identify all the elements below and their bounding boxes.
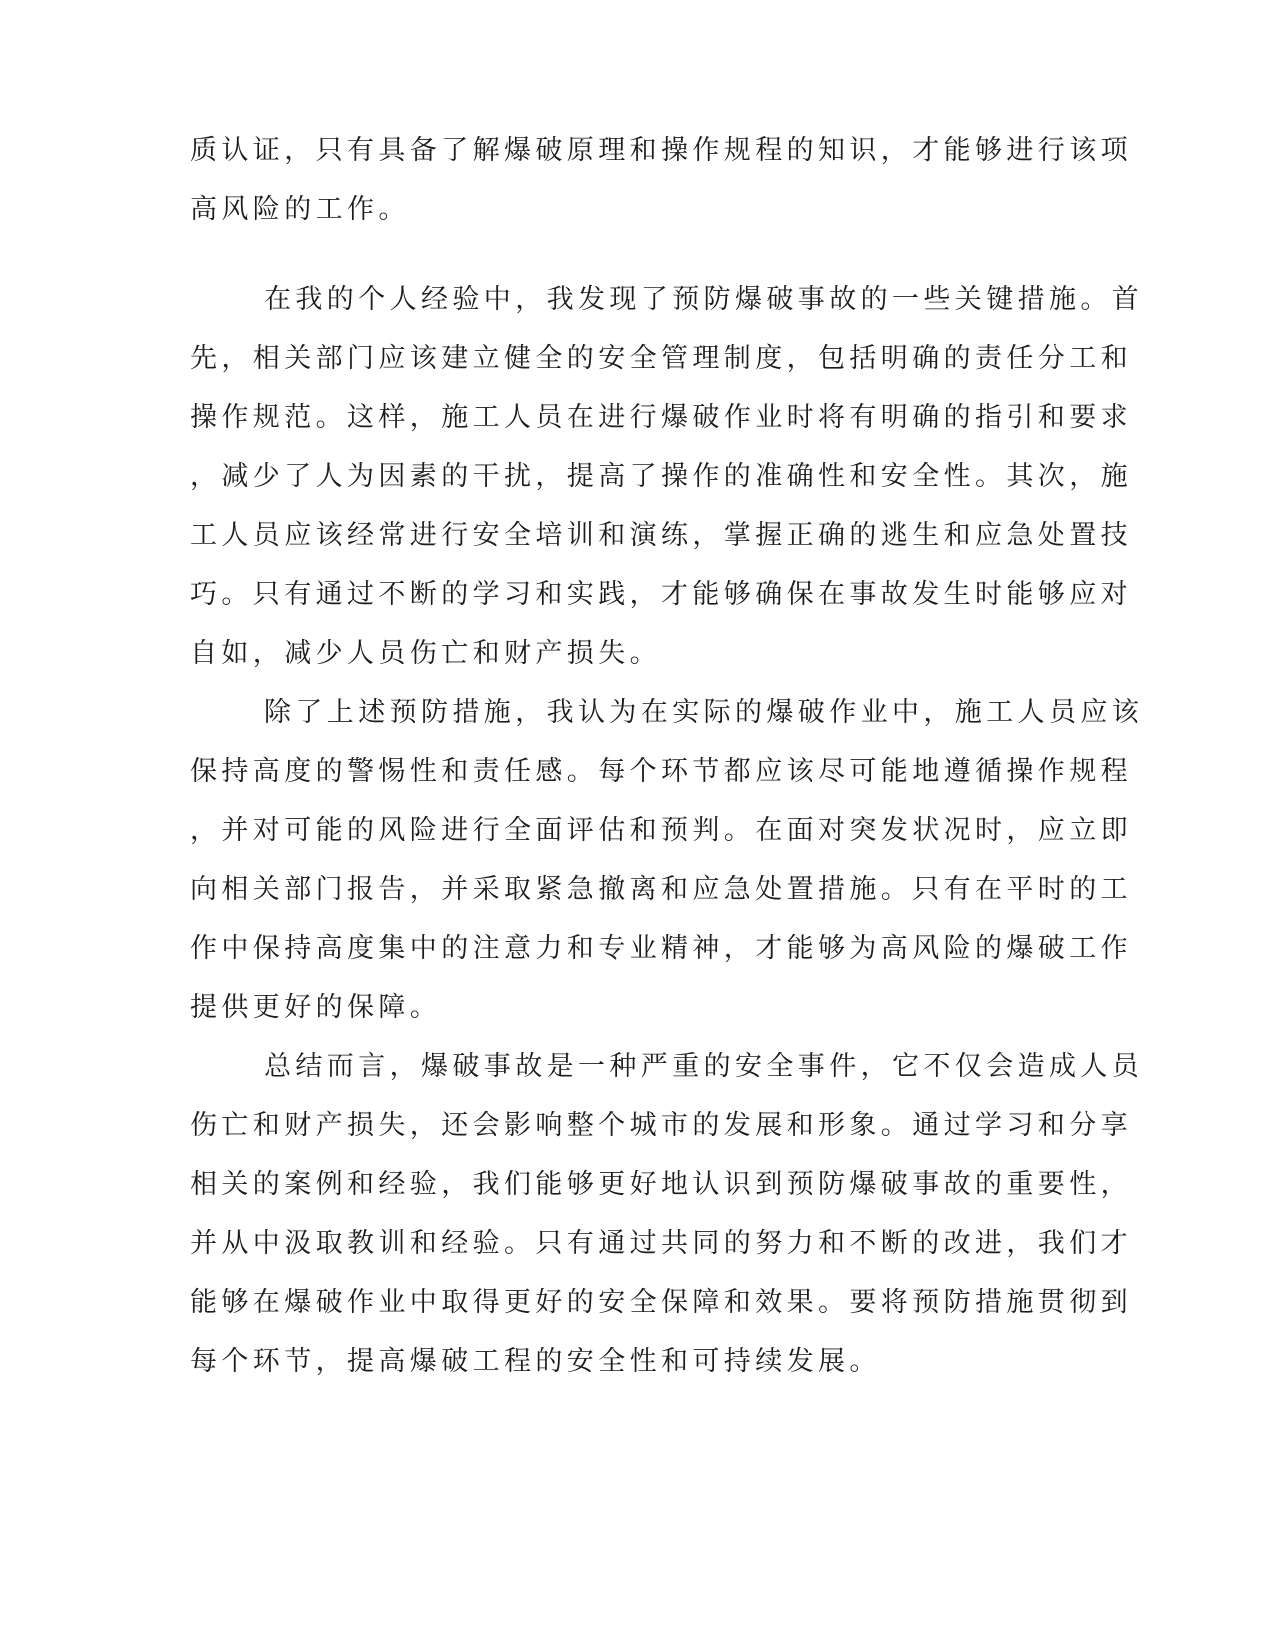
text-line: 巧。只有通过不断的学习和实践，才能够确保在事故发生时能够应对 — [190, 579, 1132, 610]
text-line: 作中保持高度集中的注意力和专业精神，才能够为高风险的爆破工作 — [190, 933, 1132, 964]
paragraph-first-line: 在我的个人经验中，我发现了预防爆破事故的一些关键措施。首 — [264, 284, 1144, 315]
text-line: 提供更好的保障。 — [190, 992, 442, 1023]
text-line: 保持高度的警惕性和责任感。每个环节都应该尽可能地遵循操作规程 — [190, 756, 1132, 787]
text-line: 相关的案例和经验，我们能够更好地认识到预防爆破事故的重要性， — [190, 1169, 1132, 1200]
text-line: 伤亡和财产损失，还会影响整个城市的发展和形象。通过学习和分享 — [190, 1110, 1132, 1141]
paragraph-first-line: 总结而言，爆破事故是一种严重的安全事件，它不仅会造成人员 — [264, 1051, 1144, 1082]
text-line: 高风险的工作。 — [190, 194, 410, 225]
text-line: 工人员应该经常进行安全培训和演练，掌握正确的逃生和应急处置技 — [190, 520, 1132, 551]
text-line: 先，相关部门应该建立健全的安全管理制度，包括明确的责任分工和 — [190, 343, 1132, 374]
text-line: 自如，减少人员伤亡和财产损失。 — [190, 638, 661, 669]
text-line: 能够在爆破作业中取得更好的安全保障和效果。要将预防措施贯彻到 — [190, 1287, 1132, 1318]
paragraph-first-line: 除了上述预防措施，我认为在实际的爆破作业中，施工人员应该 — [264, 697, 1144, 728]
text-line: 向相关部门报告，并采取紧急撤离和应急处置措施。只有在平时的工 — [190, 874, 1132, 905]
text-line: 质认证，只有具备了解爆破原理和操作规程的知识，才能够进行该项 — [190, 135, 1132, 166]
text-line: 并从中汲取教训和经验。只有通过共同的努力和不断的改进，我们才 — [190, 1228, 1132, 1259]
text-line: 操作规范。这样，施工人员在进行爆破作业时将有明确的指引和要求 — [190, 402, 1132, 433]
text-line: ，减少了人为因素的干扰，提高了操作的准确性和安全性。其次，施 — [190, 461, 1132, 492]
text-line: ，并对可能的风险进行全面评估和预判。在面对突发状况时，应立即 — [190, 815, 1132, 846]
text-line: 每个环节，提高爆破工程的安全性和可持续发展。 — [190, 1346, 881, 1377]
